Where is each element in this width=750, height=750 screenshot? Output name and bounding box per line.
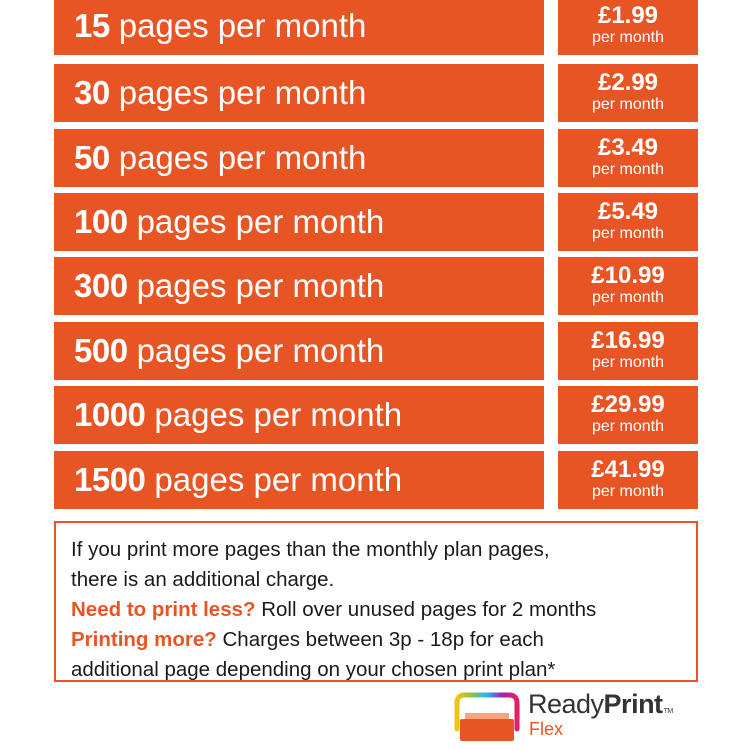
plan-price-box: [558, 193, 698, 251]
plan-row: [54, 257, 698, 315]
plan-price-box: [558, 129, 698, 187]
plan-price-box: [558, 257, 698, 315]
plan-pages: [54, 386, 544, 444]
plan-page-label: pages per month: [136, 203, 385, 240]
info-line: there is an additional charge.: [71, 568, 335, 591]
plan-page-count: 300: [74, 267, 128, 304]
plan-pages: [54, 64, 544, 122]
plan-page-count: 1500: [74, 461, 146, 498]
plan-price-box: [558, 386, 698, 444]
plan-price: £3.49: [597, 134, 659, 161]
plan-page-count: 500: [74, 332, 128, 369]
plan-pages: [54, 193, 544, 251]
plan-price: £5.49: [597, 198, 659, 225]
plan-page-label: pages per month: [118, 139, 367, 176]
plan-pages: [54, 322, 544, 380]
plan-price-period: per month: [591, 96, 665, 113]
plan-page-label: pages per month: [118, 74, 367, 111]
plan-price: £16.99: [591, 327, 665, 354]
plan-row: [54, 64, 698, 122]
plan-pages: [54, 129, 544, 187]
plan-price-period: per month: [591, 29, 665, 46]
printer-rainbow-icon: [451, 689, 523, 744]
info-line: If you print more pages than the monthly plan pages,: [71, 538, 550, 561]
plan-row: [54, 386, 698, 444]
plan-page-label: pages per month: [118, 7, 367, 44]
plan-price-box: [558, 64, 698, 122]
plan-page-label: pages per month: [136, 332, 385, 369]
plan-price: £2.99: [597, 69, 659, 96]
plan-page-count: 1000: [74, 396, 146, 433]
plan-page-label: pages per month: [136, 267, 385, 304]
plan-page-count: 100: [74, 203, 128, 240]
plan-row: [54, 0, 698, 55]
plan-page-count: 15: [74, 7, 110, 44]
plan-row: [54, 451, 698, 509]
info-line-print-more: [71, 625, 696, 655]
plan-row: [54, 193, 698, 251]
plan-price-period: per month: [591, 418, 665, 435]
plan-row: [54, 129, 698, 187]
plan-page-label: pages per month: [154, 461, 403, 498]
plan-price-period: per month: [591, 354, 665, 371]
plan-price-period: per month: [591, 161, 665, 178]
plan-price-period: per month: [591, 483, 665, 500]
info-box: [54, 521, 698, 682]
plan-pages: [54, 257, 544, 315]
plan-price-box: [558, 322, 698, 380]
plan-price-period: per month: [591, 289, 665, 306]
brand-name: ReadyPrintTM: [528, 689, 673, 719]
plan-pages: [54, 451, 544, 509]
print-less-text: Roll over unused pages for 2 months: [255, 598, 597, 621]
brand-sub: Flex: [529, 719, 564, 739]
plan-page-count: 30: [74, 74, 110, 111]
plan-pages: [54, 0, 544, 55]
info-line: additional page depending on your chosen print plan*: [71, 658, 556, 681]
plan-row: [54, 322, 698, 380]
plan-price-period: per month: [591, 225, 665, 242]
info-line-print-less: [71, 595, 696, 625]
plan-page-count: 50: [74, 139, 110, 176]
print-less-label: Need to print less?: [71, 598, 256, 621]
readyprint-logo: [451, 689, 711, 744]
plan-page-label: pages per month: [154, 396, 403, 433]
plan-price: £1.99: [597, 2, 659, 29]
print-more-label: Printing more?: [71, 628, 217, 651]
plan-price: £10.99: [591, 262, 665, 289]
print-more-text: Charges between 3p - 18p for each: [216, 628, 544, 651]
plan-price-box: [558, 451, 698, 509]
plan-price: £29.99: [591, 391, 665, 418]
plan-price-box: [558, 0, 698, 55]
plan-price: £41.99: [591, 456, 665, 483]
